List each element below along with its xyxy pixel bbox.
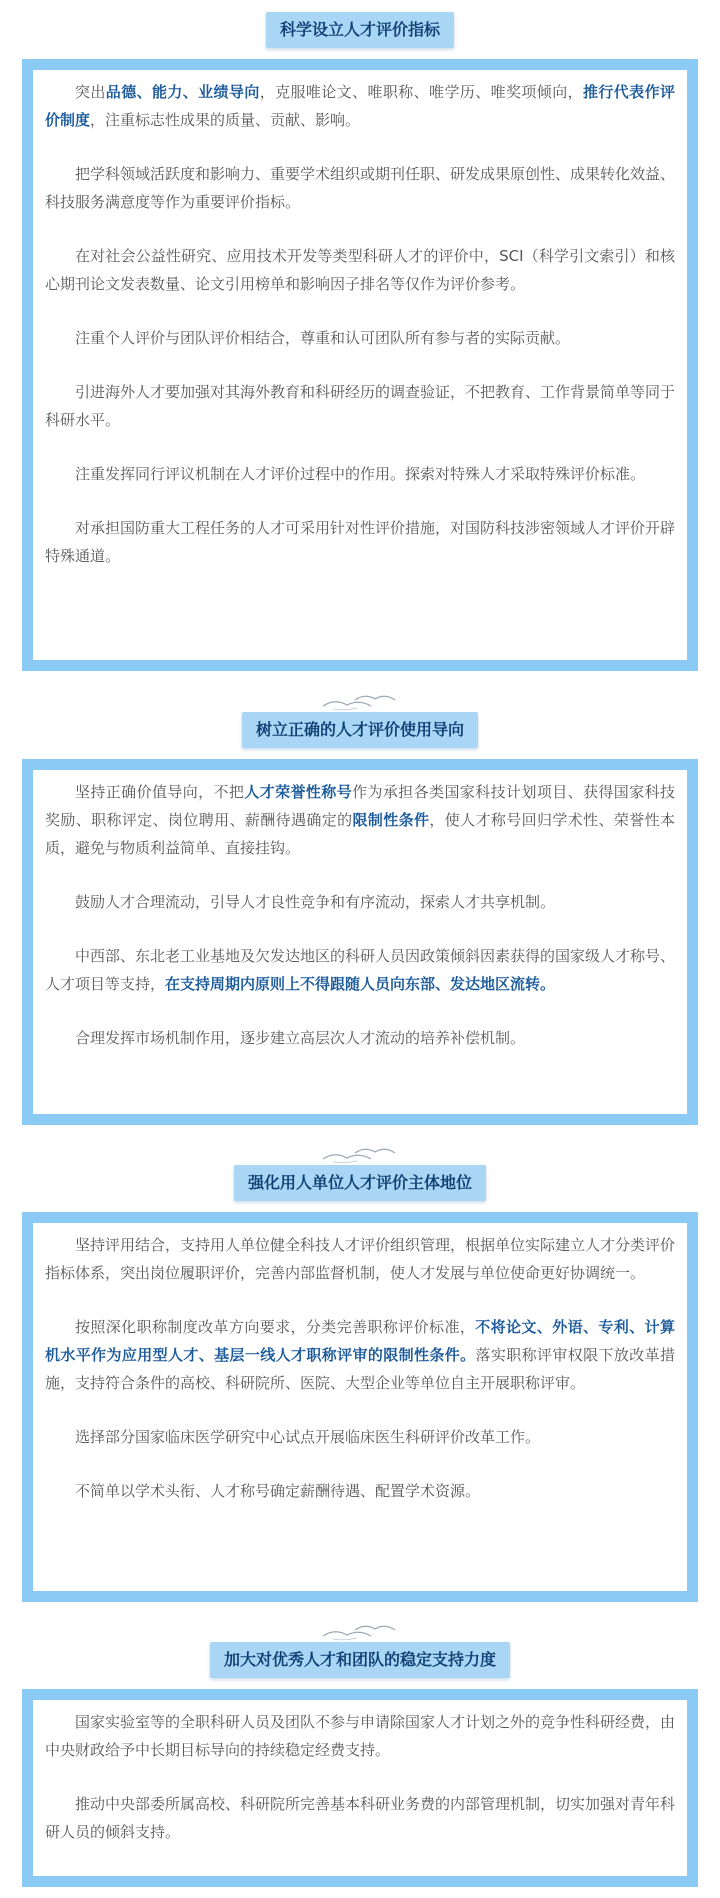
highlighted-text: 在支持周期内原则上不得跟随人员向东部、发达地区流转。 xyxy=(165,975,556,993)
paragraph xyxy=(45,1423,675,1451)
paragraph xyxy=(45,78,675,134)
text-run: 落实职称评审权限下放改革措施，支持符合条件的高校、科研院所、医院、大型企业等单位自主开展职称评审。 xyxy=(45,1346,675,1392)
seagull-divider-icon xyxy=(315,1143,405,1165)
text-run: 把学科领域活跃度和影响力、重要学术组织或期刊任职、研发成果原创性、成果转化效益、科技服务满意度等作为重要评价指标。 xyxy=(45,165,676,211)
text-run: 对承担国防重大工程任务的人才可采用针对性评价措施，对国防科技涉密领域人才评价开辟特殊通道。 xyxy=(45,519,676,565)
text-run: 国家实验室等的全职科研人员及团队不参与申请除国家人才计划之外的竞争性科研经费，由中央财政给予中长期目标导向的持续稳定经费支持。 xyxy=(45,1713,676,1759)
paragraph xyxy=(45,1024,675,1052)
section-title: 强化用人单位人才评价主体地位 xyxy=(234,1165,486,1201)
section-content xyxy=(33,770,687,1114)
paragraph xyxy=(45,888,675,916)
paragraph xyxy=(45,1313,675,1397)
section-title: 树立正确的人才评价使用导向 xyxy=(242,712,478,748)
seagull-divider-icon xyxy=(315,690,405,712)
text-run: 注重发挥同行评议机制在人才评价过程中的作用。探索对特殊人才采取特殊评价标准。 xyxy=(75,465,646,483)
section-panel xyxy=(22,1689,698,1887)
text-run: 按照深化职称制度改革方向要求，分类完善职称评价标准， xyxy=(75,1318,476,1336)
paragraph xyxy=(45,942,675,998)
paragraph xyxy=(45,160,675,216)
section-title: 加大对优秀人才和团队的稳定支持力度 xyxy=(210,1642,510,1678)
section-content xyxy=(33,1223,687,1591)
text-run: 突出 xyxy=(75,83,106,101)
paragraph xyxy=(45,378,675,434)
section-content xyxy=(33,70,687,660)
section-panel xyxy=(22,59,698,671)
paragraph xyxy=(45,460,675,488)
paragraph xyxy=(45,514,675,570)
text-run: 推动中央部委所属高校、科研院所完善基本科研业务费的内部管理机制，切实加强对青年科研人员的倾斜支持。 xyxy=(45,1795,676,1841)
paragraph xyxy=(45,1231,675,1287)
text-run: 选择部分国家临床医学研究中心试点开展临床医生科研评价改革工作。 xyxy=(75,1428,541,1446)
text-run: 合理发挥市场机制作用，逐步建立高层次人才流动的培养补偿机制。 xyxy=(75,1029,526,1047)
text-run: ，使人才称号回归学术性、荣誉性本质，避免与物质利益简单、直接挂钩。 xyxy=(45,811,675,857)
section-content xyxy=(33,1700,687,1876)
seagull-divider-icon xyxy=(315,1620,405,1642)
paragraph xyxy=(45,324,675,352)
text-run: 中西部、东北老工业基地及欠发达地区的科研人员因政策倾斜因素获得的国家级人才称号、人才项目等支持， xyxy=(45,947,676,993)
text-run: 鼓励人才合理流动，引导人才良性竞争和有序流动，探索人才共享机制。 xyxy=(75,893,556,911)
section-title: 科学设立人才评价指标 xyxy=(266,12,454,48)
highlighted-text: 品德、能力、业绩导向 xyxy=(105,83,260,101)
paragraph xyxy=(45,1477,675,1505)
text-run: ，克服唯论文、唯职称、唯学历、唯奖项倾向， xyxy=(259,83,583,101)
text-run: 引进海外人才要加强对其海外教育和科研经历的调查验证，不把教育、工作背景简单等同于科研水平。 xyxy=(45,383,676,429)
paragraph xyxy=(45,1790,675,1846)
highlighted-text: 不将论文、外语、专利、计算机水平作为应用型人才、基层一线人才职称评审的限制性条件。 xyxy=(45,1318,675,1364)
highlighted-text: 限制性条件 xyxy=(352,811,430,829)
text-run: 坚持正确价值导向，不把 xyxy=(75,783,245,801)
text-run: 不简单以学术头衔、人才称号确定薪酬待遇、配置学术资源。 xyxy=(75,1482,481,1500)
highlighted-text: 人才荣誉性称号 xyxy=(244,783,353,801)
text-run: ，注重标志性成果的质量、贡献、影响。 xyxy=(90,111,361,129)
text-run: 作为承担各类国家科技计划项目、获得国家科技奖励、职称评定、岗位聘用、薪酬待遇确定的 xyxy=(45,783,675,829)
section-panel xyxy=(22,759,698,1125)
text-run: 在对社会公益性研究、应用技术开发等类型科研人才的评价中，SCI（科学引文索引）和核心期刊论文发表数量、论文引用榜单和影响因子排名等仅作为评价参考。 xyxy=(45,247,675,293)
paragraph xyxy=(45,778,675,862)
highlighted-text: 推行代表作评价制度 xyxy=(45,83,675,129)
text-run: 坚持评用结合，支持用人单位健全科技人才评价组织管理，根据单位实际建立人才分类评价指标体系，突出岗位履职评价，完善内部监督机制，使人才发展与单位使命更好协调统一。 xyxy=(45,1236,676,1282)
text-run: 注重个人评价与团队评价相结合，尊重和认可团队所有参与者的实际贡献。 xyxy=(75,329,571,347)
paragraph xyxy=(45,242,675,298)
paragraph xyxy=(45,1708,675,1764)
section-panel xyxy=(22,1212,698,1602)
